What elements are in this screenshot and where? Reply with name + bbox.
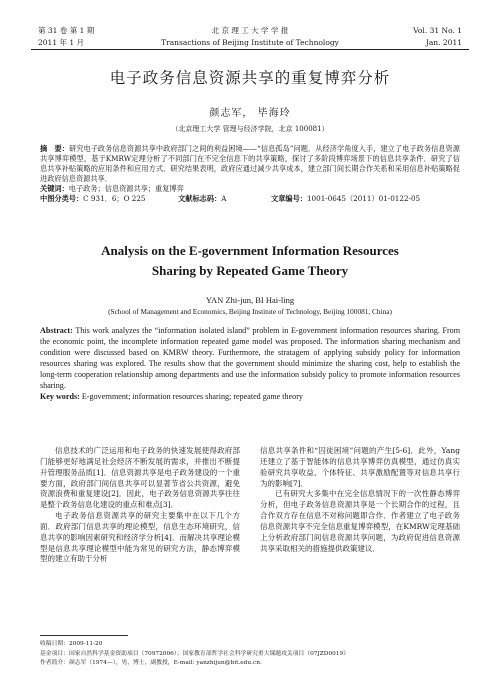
header-volume-issue-cn: 第 31 卷 第 1 期 xyxy=(38,26,95,35)
clc-label: 中图分类号： xyxy=(40,194,84,204)
body-paragraph: 信息技术的广泛运用和电子政务的快速发展使得政府部门能够更好地满足社会经济不断发展的需求，并推出不断提升管理服务品质[1]．信息资源共享是电子政务建设的一个重要方面，政府部门间信息共享可以显著节省公共资源，避免资源浪费和重复建设[2]．因此，电子政务信息资源共享往往是整个政务信息化建设的重点和难点[3]． xyxy=(40,446,240,510)
body-paragraph: 电子政务信息资源共享的研究主要集中在以下几个方面．政府部门信息共享的理论模型，信息生态环境研究，信息共享的影响因素研究和经济学分析[4]．而解决共享理论模型是信息共享理论模型中能为常见的研究方法，静态博弈模型的建立有助于分析 xyxy=(40,511,240,564)
body-column-left xyxy=(40,446,240,565)
footnote-rule xyxy=(40,635,128,636)
affiliation-cn: （北京理工大学 管理与经济学院，北京 100081） xyxy=(171,125,329,133)
header-volume-issue-en: Vol. 31 No. 1 xyxy=(413,26,462,35)
keywords-cn-label: 关键词： xyxy=(40,184,69,194)
doc-code-value: A xyxy=(221,194,227,204)
abstract-cn-block xyxy=(40,144,460,205)
header-date-cn: 2011 年 1 月 xyxy=(38,38,85,47)
header-journal-en: Transactions of Beijing Institute of Technology xyxy=(161,38,339,47)
classification-line xyxy=(40,194,460,204)
body-paragraph: 已有研究大多集中在完全信息情况下的一次性静态博弈分析，但电子政务信息资源共享是一个长期合作的过程，且合作双方存在信息不对称问题即合作．作者建立了电子政务信息资源共享不完全信息重复博弈模型，在KMRW定理基础上分析政府部门间信息资源共享问题，为政府促进信息资源共享采取相关的措施提供政策建议． xyxy=(260,489,460,553)
footnote-received: 收稿日期：2009-11-20 xyxy=(40,641,103,647)
keywords-cn xyxy=(40,184,460,194)
abstract-en-label: Abstract: xyxy=(40,326,73,335)
header-rule xyxy=(31,49,469,50)
keywords-en-text: E-government; information resources sharing; repeated game theory xyxy=(81,392,303,401)
article-number-label: 文章编号： xyxy=(271,194,307,204)
keywords-en xyxy=(40,391,460,402)
abstract-cn-text: 研究电子政务信息资源共享中政府部门之间的利益困境——“信息孤岛”问题．从经济学角度入手，建立了电子政务信息资源共享博弈模型，基于KMRW定理分析了不同部门在不完全信息下的共享策略，探讨了多阶段博弈场景下的信息共享条件．研究了信息共享补贴策略的应用条件和应用方式．研究结果表明，政府应通过减少共享成本，建立部门间长期合作关系和采用信息补贴策略促进政府信息资源共享． xyxy=(40,144,460,184)
authors-en: YAN Zhi-jun, BI Hai-ling xyxy=(205,295,295,305)
title-cn: 电子政务信息资源共享的重复博弈分析 xyxy=(109,69,391,87)
header-date-en: Jan. 2011 xyxy=(425,38,462,47)
footnote xyxy=(40,640,349,669)
keywords-cn-text: 电子政务；信息资源共享；重复博弈 xyxy=(68,184,184,194)
footnote-fund: 基金项目：国家自然科学基金资助项目（70972006）；国家教育部哲学社会科学研究重大课题攻关项目（07JZD0019） xyxy=(40,650,350,657)
header-journal-cn: 北 京 理 工 大 学 学 报 xyxy=(211,26,289,35)
keywords-en-label: Key words: xyxy=(40,392,80,401)
title-en-line-1: Analysis on the E-government Information Resources xyxy=(101,243,399,258)
body-paragraph: 信息共享条件和“囚徒困境”问题的产生[5-6]．此外，Yang还建立了基于智能体的信息共享博弈仿真模型，通过仿真实验研究共享收益、个体特征、共享激励配置等对信息共享行为的影响[7]． xyxy=(260,446,460,488)
abstract-cn-label: 摘 要： xyxy=(40,144,69,153)
abstract-cn xyxy=(40,144,460,184)
authors-cn: 颜志军， 毕海玲 xyxy=(209,108,291,119)
affiliation-en: (School of Management and Economics, Beijing Institute of Technology, Beijing 100081, China) xyxy=(108,307,392,316)
abstract-en-block xyxy=(40,325,460,402)
body-column-right xyxy=(260,446,460,554)
abstract-en-text: This work analyzes the “information isolated island” problem in E-government information resources sharing. From the economic point, the incomplete information repeated game model was proposed. The information sharing mechanism and condition were discussed based on KMRW theory. Furthermore, the stratagem of applying subsidy policy for information resources sharing was explored. The results show that the government should minimize the sharing cost, help to establish the long-term cooperation relationship among departments and use the information subsidy policy to promote information resources sharing. xyxy=(40,326,460,390)
abstract-en xyxy=(40,325,460,391)
clc-value: C 931．6；O 225 xyxy=(83,194,146,204)
title-en-line-2: Sharing by Repeated Game Theory xyxy=(151,263,349,278)
footnote-author: 作者简介：颜志军（1974—），男，博士，副教授，E-mail: yanzhijun@bit.edu.cn． xyxy=(40,660,266,666)
article-number-value: 1001-0645（2011）01-0122-05 xyxy=(306,194,421,204)
doc-code-label: 文献标志码： xyxy=(178,194,222,204)
